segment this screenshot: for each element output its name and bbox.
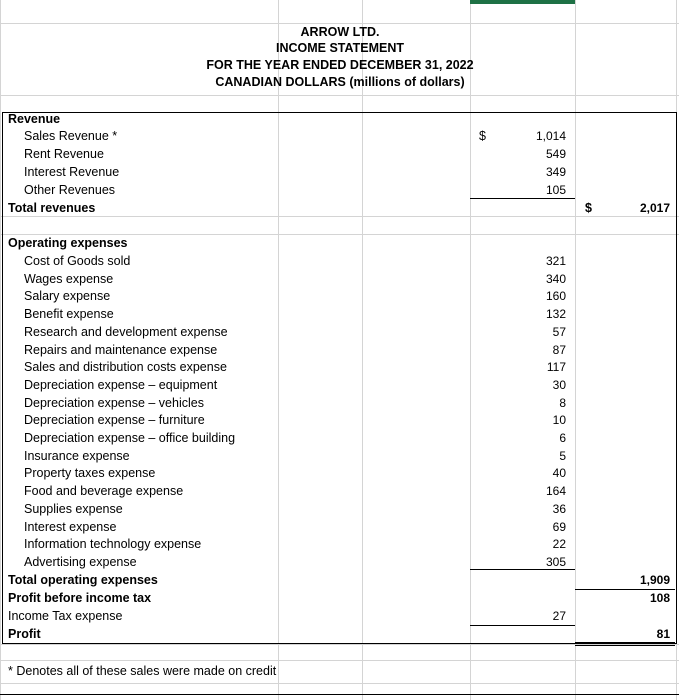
row-amount: 105 [545,183,566,197]
row-amount: 549 [545,147,566,161]
row-amount: 1,014 [535,129,566,143]
row-label: Advertising expense [24,554,137,569]
row-amount: 2,017 [639,201,670,215]
table-row[interactable] [0,608,679,626]
table-row[interactable] [0,554,679,572]
row-amount: 10 [552,413,566,428]
row-amount: 349 [545,165,566,179]
table-row[interactable] [0,412,679,430]
statement-currency: CANADIAN DOLLARS (millions of dollars) [215,75,465,89]
row-label: Food and beverage expense [24,484,184,499]
statement-period: FOR THE YEAR ENDED DECEMBER 31, 2022 [206,58,474,72]
table-row[interactable] [0,536,679,554]
row-amount: 6 [559,431,566,445]
table-row[interactable] [0,395,679,413]
row-amount: 22 [552,537,566,552]
table-row[interactable] [0,430,679,448]
table-row[interactable] [0,572,679,590]
row-label: Depreciation expense – office building [24,431,236,445]
table-row[interactable] [0,465,679,483]
underline [470,569,575,570]
row-label: Repairs and maintenance expense [24,342,218,357]
table-row[interactable] [0,235,679,253]
table-row[interactable] [0,483,679,501]
row-label: Income Tax expense [8,609,123,623]
row-amount: 36 [552,501,566,516]
table-row[interactable] [0,448,679,466]
row-amount: 132 [545,307,566,322]
row-label: Total revenues [8,201,96,215]
table-row[interactable] [0,342,679,360]
table-row[interactable] [0,271,679,289]
row-label: Profit [8,627,41,641]
row-amount: 305 [545,554,566,569]
table-row[interactable] [0,519,679,537]
table-row[interactable] [0,324,679,342]
row-label: Benefit expense [24,307,114,322]
bottom-rule [0,694,679,695]
section-heading: Operating expenses [8,236,128,250]
row-label: Interest expense [24,519,117,534]
row-label: Property taxes expense [24,466,156,481]
row-label: Insurance expense [24,448,130,463]
row-amount: 40 [552,466,566,481]
currency-symbol: $ [479,129,486,143]
row-label: Depreciation expense – furniture [24,413,205,428]
row-amount: 57 [552,324,566,339]
row-amount: 8 [559,395,566,410]
table-row[interactable] [0,182,679,200]
grid-line [0,95,679,96]
section-heading: Revenue [8,112,61,126]
company-name: ARROW LTD. [300,25,380,39]
row-amount: 164 [545,484,566,499]
row-label: Other Revenues [24,183,116,197]
currency-symbol: $ [585,201,592,215]
row-label: Wages expense [24,271,114,286]
row-amount: 69 [552,519,566,534]
double-underline-top [575,642,675,643]
row-label: Depreciation expense – vehicles [24,395,204,410]
table-row[interactable] [0,253,679,271]
table-row[interactable] [0,501,679,519]
row-label: Depreciation expense – equipment [24,377,218,392]
row-label: Supplies expense [24,501,123,516]
table-row[interactable] [0,306,679,324]
table-row[interactable] [0,146,679,164]
table-row[interactable] [0,377,679,395]
footnote: * Denotes all of these sales were made on credit [8,664,277,678]
row-amount: 160 [545,289,566,304]
row-label: Interest Revenue [24,165,120,179]
table-row[interactable] [0,164,679,182]
grid-line [0,23,679,24]
table-row[interactable] [0,128,679,146]
row-amount: 108 [649,591,670,605]
table-row[interactable] [0,111,679,129]
statement-title: INCOME STATEMENT [275,41,404,55]
row-label: Sales Revenue * [24,129,118,143]
row-amount: 87 [552,342,566,357]
row-amount: 5 [559,448,566,463]
row-label: Salary expense [24,289,111,304]
row-amount: 30 [552,377,566,392]
row-label: Total operating expenses [8,573,158,587]
table-row[interactable] [0,359,679,377]
row-amount: 117 [546,360,566,375]
table-row[interactable] [0,200,679,218]
row-label: Profit before income tax [8,591,152,605]
table-row[interactable] [0,590,679,608]
row-label: Rent Revenue [24,147,104,161]
row-amount: 340 [545,271,566,286]
row-label: Research and development expense [24,324,228,339]
active-column-indicator [470,0,575,4]
row-amount: 1,909 [639,573,670,587]
row-amount: 321 [545,254,566,268]
row-label: Information technology expense [24,537,202,552]
row-amount: 81 [656,627,670,641]
row-label: Cost of Goods sold [24,254,131,268]
double-underline-bottom [575,645,675,646]
row-label: Sales and distribution costs expense [24,360,227,375]
table-row[interactable] [0,288,679,306]
row-amount: 27 [552,609,566,623]
